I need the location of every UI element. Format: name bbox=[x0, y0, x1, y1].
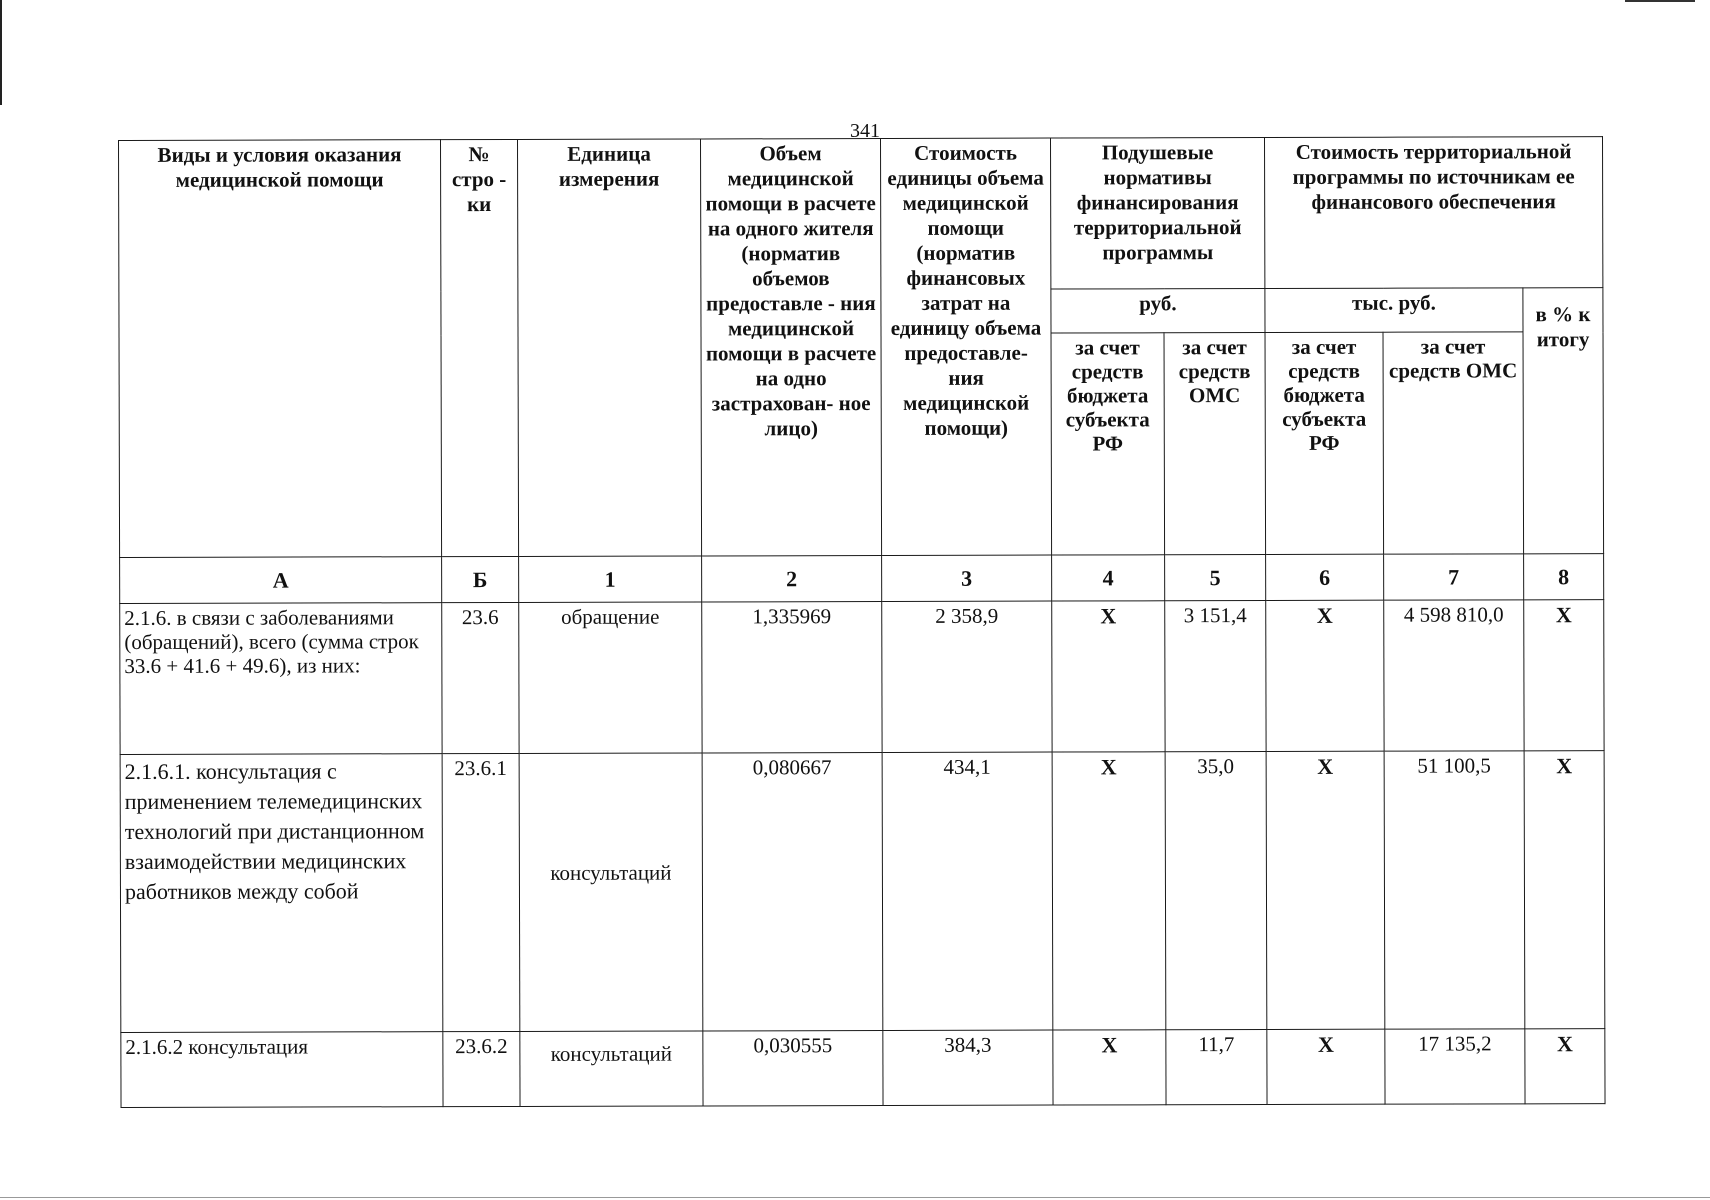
row-volume: 0,080667 bbox=[702, 753, 883, 1031]
table-row bbox=[120, 751, 1605, 1033]
row-col-7: 17 135,2 bbox=[1385, 1029, 1525, 1104]
header-col-5: за счет средств ОМС bbox=[1164, 333, 1266, 555]
row-col-5: 3 151,4 bbox=[1165, 601, 1266, 752]
header-col-3: Стоимость единицы объема медицинской помощи (норматив финансовых затрат на единицу объема предоставле- ния медицинской помощи) bbox=[880, 138, 1051, 555]
index-cell: 4 bbox=[1052, 555, 1165, 602]
row-col-4: Х bbox=[1052, 752, 1166, 1030]
row-unit: обращение bbox=[519, 602, 702, 754]
index-cell: 1 bbox=[519, 556, 702, 603]
table-row bbox=[120, 600, 1604, 755]
financing-table bbox=[118, 136, 1606, 1108]
row-col-8: Х bbox=[1524, 751, 1605, 1029]
header-col-6: за счет средств бюджета субъекта РФ bbox=[1265, 333, 1384, 555]
row-name: 2.1.6.2 консультация bbox=[121, 1032, 443, 1107]
row-col-7: 51 100,5 bbox=[1384, 751, 1525, 1029]
page-number: 341 bbox=[850, 120, 880, 142]
row-name: 2.1.6.1. консультация с применением телемедицинских технологий при дистанционном взаимодействии медицинских работников между собой bbox=[120, 754, 443, 1033]
index-cell: 3 bbox=[882, 555, 1052, 602]
row-line-number: 23.6.2 bbox=[443, 1032, 520, 1107]
header-col-4: за счет средств бюджета субъекта РФ bbox=[1051, 333, 1165, 555]
header-col-b: № стро - ки bbox=[441, 139, 519, 556]
row-unit-cost: 434,1 bbox=[882, 752, 1053, 1030]
index-cell: 2 bbox=[702, 556, 882, 603]
row-line-number: 23.6 bbox=[442, 603, 519, 754]
scan-edge-bottom bbox=[0, 1197, 1710, 1198]
column-index-row bbox=[120, 554, 1604, 604]
scan-edge-left bbox=[0, 0, 2, 105]
row-col-6: Х bbox=[1266, 601, 1384, 752]
table-row bbox=[121, 1029, 1605, 1107]
row-col-6: Х bbox=[1267, 1030, 1385, 1105]
scan-edge-top bbox=[1625, 0, 1695, 2]
row-col-8: Х bbox=[1524, 600, 1604, 751]
index-cell: Б bbox=[442, 556, 519, 603]
header-col-7: за счет средств ОМС bbox=[1383, 332, 1524, 554]
row-unit: консультаций bbox=[520, 1031, 703, 1106]
index-cell: 6 bbox=[1266, 554, 1384, 601]
header-unit-rub: руб. bbox=[1051, 289, 1265, 334]
row-unit-cost: 384,3 bbox=[883, 1030, 1053, 1105]
row-col-5: 11,7 bbox=[1166, 1030, 1267, 1105]
row-name: 2.1.6. в связи с заболеваниями (обращений), всего (сумма строк 33.6 + 41.6 + 49.6), из них: bbox=[120, 603, 442, 755]
index-cell: 5 bbox=[1165, 554, 1266, 601]
header-per-capita-group: Подушевые нормативы финансирования территориальной программы bbox=[1050, 137, 1264, 289]
row-volume: 0,030555 bbox=[703, 1031, 883, 1106]
header-cost-group: Стоимость территориальной программы по источникам ее финансового обеспечения bbox=[1264, 137, 1602, 289]
row-col-4: Х bbox=[1053, 1030, 1166, 1105]
row-col-7: 4 598 810,0 bbox=[1384, 600, 1524, 751]
header-col-a: Виды и условия оказания медицинской помощи bbox=[119, 140, 442, 558]
index-cell: А bbox=[120, 557, 442, 604]
index-cell: 7 bbox=[1384, 554, 1524, 601]
header-percent-total: в % к итогу bbox=[1523, 288, 1604, 554]
row-unit: консультаций bbox=[519, 753, 703, 1031]
row-col-5: 35,0 bbox=[1165, 752, 1267, 1030]
header-unit-thousand-rub: тыс. руб. bbox=[1265, 288, 1523, 333]
header-col-2: Объем медицинской помощи в расчете на одного жителя (норматив объемов предоставле - ния медицинской помощи в расчете на одно застрахован- ное лицо) bbox=[700, 139, 881, 556]
row-line-number: 23.6.1 bbox=[442, 754, 520, 1032]
row-col-6: Х bbox=[1266, 752, 1385, 1030]
row-unit-cost: 2 358,9 bbox=[882, 601, 1052, 753]
row-col-8: Х bbox=[1525, 1029, 1605, 1104]
row-col-4: Х bbox=[1052, 601, 1165, 752]
header-col-1: Единица измерения bbox=[517, 139, 701, 556]
index-cell: 8 bbox=[1524, 554, 1604, 601]
row-volume: 1,335969 bbox=[702, 602, 882, 754]
